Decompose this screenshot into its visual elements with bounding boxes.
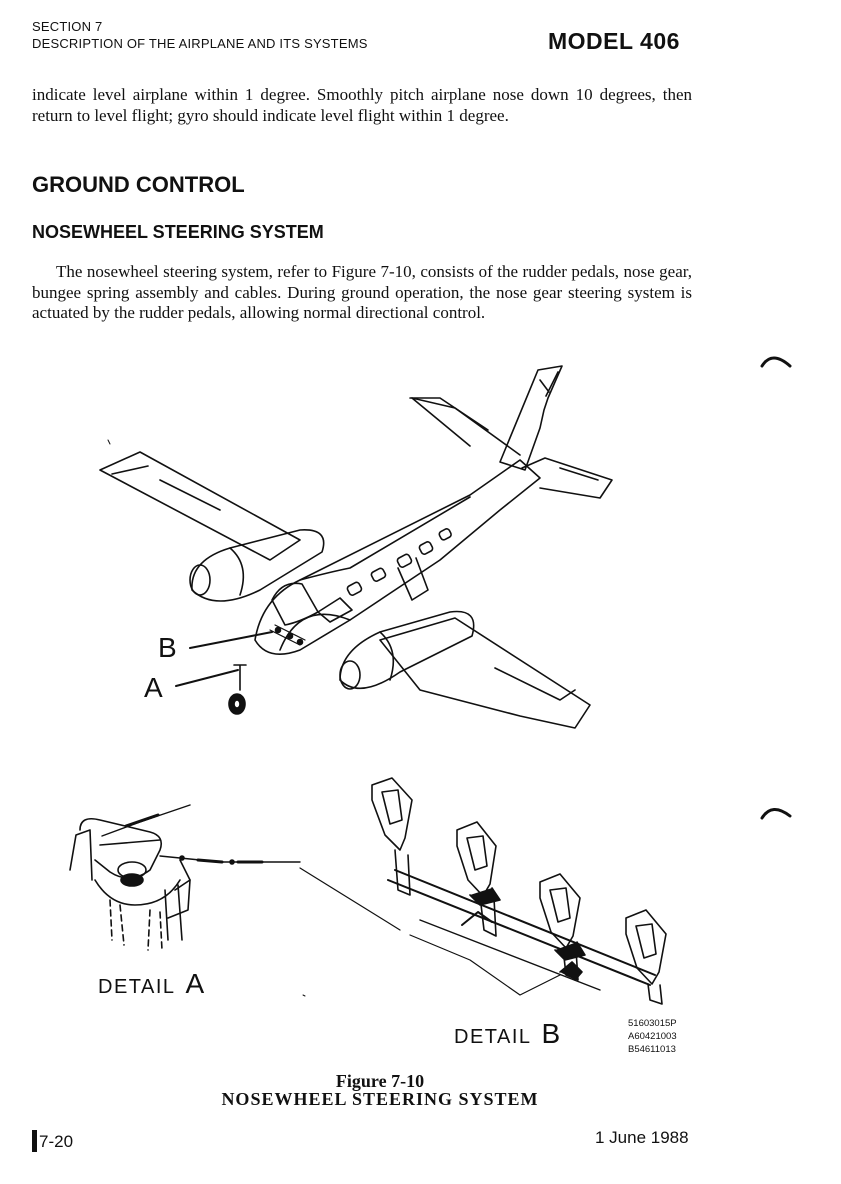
- detail-b-label: DETAIL: [454, 1026, 532, 1048]
- figure-code: A60421003: [628, 1031, 677, 1042]
- airplane-drawing: [100, 366, 612, 728]
- revision-bar: [32, 1130, 37, 1152]
- model-title: MODEL 406: [548, 28, 680, 54]
- figure-number: Figure 7-10: [335, 1071, 425, 1091]
- connector-line: [303, 995, 305, 996]
- revision-date: 1 June 1988: [595, 1128, 689, 1147]
- steering-paragraph: The nosewheel steering system, refer to Figure 7-10, consists of the rudder pedals, nose gear, bungee spring assembly and cables. During ground operation, the nose gear steering system is actuated by the rudder pedals, allowing normal directional control.: [32, 262, 692, 322]
- section-heading: GROUND CONTROL: [32, 172, 245, 197]
- section-description: DESCRIPTION OF THE AIRPLANE AND ITS SYSTEMS: [32, 36, 368, 51]
- detail-a-drawing: [70, 805, 300, 950]
- margin-mark-icon: [762, 809, 790, 818]
- margin-mark-icon: [762, 358, 790, 366]
- subsection-heading: NOSEWHEEL STEERING SYSTEM: [32, 222, 324, 242]
- figure-code: B54611013: [628, 1044, 676, 1055]
- detail-a-letter: A: [185, 968, 206, 999]
- callout-b-label: B: [158, 632, 177, 663]
- detail-a-label: DETAIL: [98, 976, 176, 998]
- figure-code: 51603015P: [628, 1018, 677, 1029]
- intro-paragraph: indicate level airplane within 1 degree. Smoothly pitch airplane nose down 10 degrees, then return to level flight; gyro should indicate level flight within 1 degree.: [32, 85, 692, 125]
- figure-codes: [628, 1017, 677, 1056]
- detail-b-letter: B: [541, 1018, 562, 1049]
- page-number-block: [32, 1130, 73, 1152]
- section-number: SECTION 7: [32, 19, 103, 34]
- detail-a-caption: [98, 968, 206, 1000]
- detail-b-drawing: [372, 778, 666, 1004]
- page-number: 7-20: [39, 1132, 74, 1151]
- detail-b-caption: [454, 1018, 562, 1050]
- callout-a-label: A: [144, 672, 163, 703]
- connector-line: [300, 868, 400, 930]
- figure-title: NOSEWHEEL STEERING SYSTEM: [221, 1089, 539, 1109]
